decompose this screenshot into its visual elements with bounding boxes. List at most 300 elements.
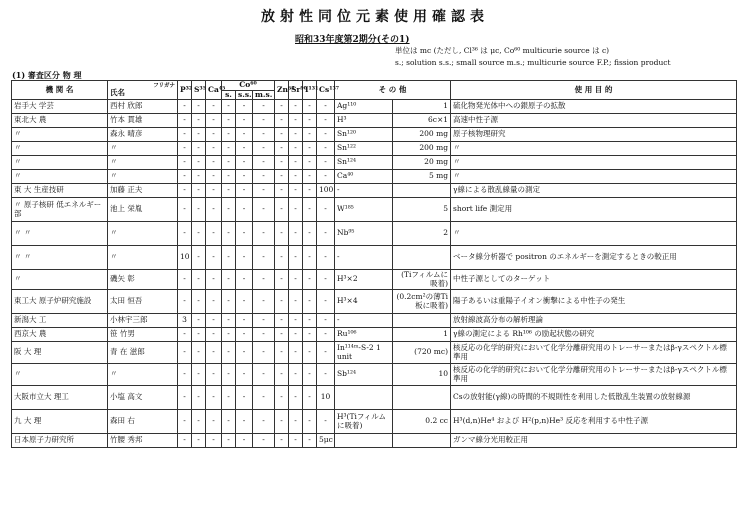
p32-cell: - — [178, 364, 192, 386]
co-s-cell: - — [222, 270, 236, 290]
institution-cell: 〃 — [12, 128, 108, 142]
p32-cell: - — [178, 142, 192, 156]
sr90-cell: - — [289, 246, 303, 270]
name-cell: 西村 欣郎 — [108, 100, 178, 114]
table-row — [12, 328, 737, 342]
header-ca45: Ca⁴⁵ — [206, 81, 222, 100]
ca45-cell: - — [206, 328, 222, 342]
zn65-cell: - — [275, 270, 289, 290]
p32-cell: - — [178, 222, 192, 246]
s35-cell: - — [192, 342, 206, 364]
co-ss-cell: - — [236, 246, 253, 270]
zn65-cell: - — [275, 290, 289, 314]
other-isotope-cell: Ru¹⁰⁶ — [335, 328, 393, 342]
ca45-cell: - — [206, 410, 222, 434]
co-ss-cell: - — [236, 184, 253, 198]
table-body — [12, 100, 737, 448]
purpose-cell: γ線による散乱線量の測定 — [451, 184, 737, 198]
zn65-cell: - — [275, 364, 289, 386]
header-institution: 機 関 名 — [12, 81, 108, 100]
s35-cell: - — [192, 156, 206, 170]
header-p32: P³² — [178, 81, 192, 100]
co-ms-cell: - — [253, 128, 275, 142]
p32-cell: - — [178, 328, 192, 342]
abbreviation-note: s.; solution s.s.; small source m.s.; multicurie source F.P.; fission product — [395, 58, 671, 67]
header-i131: I¹³¹ — [303, 81, 317, 100]
institution-cell: 〃 — [12, 270, 108, 290]
other-amount-cell: 5 mg — [393, 170, 451, 184]
ca45-cell: - — [206, 170, 222, 184]
co-ss-cell: - — [236, 222, 253, 246]
institution-cell: 西京大 農 — [12, 328, 108, 342]
header-co-ss: s.s. — [236, 90, 253, 100]
name-cell: 太田 恒吾 — [108, 290, 178, 314]
other-amount-cell: 5 — [393, 198, 451, 222]
ca45-cell: - — [206, 386, 222, 410]
cs137-cell: 100 — [317, 184, 335, 198]
table-row — [12, 222, 737, 246]
i131-cell: - — [303, 290, 317, 314]
co-ss-cell: - — [236, 142, 253, 156]
other-isotope-cell: - — [335, 184, 393, 198]
institution-cell: 新潟大 工 — [12, 314, 108, 328]
sr90-cell: - — [289, 198, 303, 222]
other-isotope-cell: Ag¹¹⁰ — [335, 100, 393, 114]
sr90-cell: - — [289, 156, 303, 170]
co-ss-cell: - — [236, 156, 253, 170]
header-zn65: Zn⁶⁵ — [275, 81, 289, 100]
institution-cell: 日本原子力研究所 — [12, 434, 108, 448]
table-row — [12, 100, 737, 114]
other-amount-cell — [393, 184, 451, 198]
cs137-cell: - — [317, 314, 335, 328]
header-row-1 — [12, 81, 737, 91]
purpose-cell: 放射線波高分布の解析理論 — [451, 314, 737, 328]
zn65-cell: - — [275, 342, 289, 364]
cs137-cell: - — [317, 364, 335, 386]
name-cell: 磯矢 彰 — [108, 270, 178, 290]
s35-cell: - — [192, 142, 206, 156]
ca45-cell: - — [206, 270, 222, 290]
s35-cell: - — [192, 114, 206, 128]
co-ss-cell: - — [236, 198, 253, 222]
i131-cell: - — [303, 328, 317, 342]
other-amount-cell — [393, 386, 451, 410]
i131-cell: - — [303, 114, 317, 128]
table-row — [12, 198, 737, 222]
co-s-cell: - — [222, 128, 236, 142]
co-s-cell: - — [222, 170, 236, 184]
i131-cell: - — [303, 246, 317, 270]
co-ss-cell: - — [236, 342, 253, 364]
other-amount-cell: (0.2cm²の薄Ti板に吸着) — [393, 290, 451, 314]
i131-cell: - — [303, 314, 317, 328]
header-furigana: フリガナ — [153, 82, 175, 89]
table-row — [12, 410, 737, 434]
purpose-cell: H³(d,n)He⁴ および H²(p,n)He³ 反応を利用する中性子源 — [451, 410, 737, 434]
i131-cell: - — [303, 156, 317, 170]
cs137-cell: - — [317, 142, 335, 156]
other-isotope-cell: Sn¹²⁰ — [335, 128, 393, 142]
zn65-cell: - — [275, 434, 289, 448]
s35-cell: - — [192, 364, 206, 386]
cs137-cell: 5μc — [317, 434, 335, 448]
purpose-cell: Csの放射能(γ線)の時間的不規則性を利用した低散乱生装置の放射線源 — [451, 386, 737, 410]
ca45-cell: - — [206, 198, 222, 222]
i131-cell: - — [303, 184, 317, 198]
co-ss-cell: - — [236, 364, 253, 386]
s35-cell: - — [192, 314, 206, 328]
co-ms-cell: - — [253, 290, 275, 314]
other-amount-cell: 2 — [393, 222, 451, 246]
other-amount-cell: 1 — [393, 328, 451, 342]
s35-cell: - — [192, 410, 206, 434]
p32-cell: - — [178, 128, 192, 142]
name-cell: 〃 — [108, 364, 178, 386]
other-amount-cell: 10 — [393, 364, 451, 386]
co-s-cell: - — [222, 246, 236, 270]
zn65-cell: - — [275, 184, 289, 198]
other-isotope-cell: - — [335, 314, 393, 328]
i131-cell: - — [303, 410, 317, 434]
co-ss-cell: - — [236, 434, 253, 448]
co-ms-cell: - — [253, 342, 275, 364]
zn65-cell: - — [275, 156, 289, 170]
s35-cell: - — [192, 270, 206, 290]
institution-cell: 阪 大 理 — [12, 342, 108, 364]
co-ss-cell: - — [236, 290, 253, 314]
table-row — [12, 156, 737, 170]
cs137-cell: - — [317, 246, 335, 270]
purpose-cell: 陽子あるいは重陽子イオン衝撃による中性子の発生 — [451, 290, 737, 314]
s35-cell: - — [192, 290, 206, 314]
p32-cell: - — [178, 156, 192, 170]
cs137-cell: - — [317, 270, 335, 290]
i131-cell: - — [303, 100, 317, 114]
purpose-cell: 中性子源としてのターゲット — [451, 270, 737, 290]
p32-cell: 3 — [178, 314, 192, 328]
co-ms-cell: - — [253, 198, 275, 222]
institution-cell: 〃 原子核研 低エネルギー部 — [12, 198, 108, 222]
purpose-cell: 〃 — [451, 222, 737, 246]
p32-cell: - — [178, 434, 192, 448]
purpose-cell: 原子核物理研究 — [451, 128, 737, 142]
cs137-cell: - — [317, 198, 335, 222]
zn65-cell: - — [275, 328, 289, 342]
co-ms-cell: - — [253, 386, 275, 410]
other-amount-cell — [393, 434, 451, 448]
s35-cell: - — [192, 246, 206, 270]
p32-cell: - — [178, 342, 192, 364]
ca45-cell: - — [206, 290, 222, 314]
name-cell: 〃 — [108, 222, 178, 246]
header-cs137: Cs¹³⁷ — [317, 81, 335, 100]
co-s-cell: - — [222, 328, 236, 342]
sr90-cell: - — [289, 290, 303, 314]
zn65-cell: - — [275, 314, 289, 328]
period-subtitle: 昭和33年度第2期分(その1) — [295, 35, 410, 45]
other-amount-cell: 200 mg — [393, 128, 451, 142]
s35-cell: - — [192, 198, 206, 222]
table-row — [12, 386, 737, 410]
s35-cell: - — [192, 386, 206, 410]
ca45-cell: - — [206, 342, 222, 364]
other-isotope-cell: H³×2 — [335, 270, 393, 290]
institution-cell: 大阪市立大 理工 — [12, 386, 108, 410]
other-amount-cell — [393, 314, 451, 328]
table-row — [12, 290, 737, 314]
co-ss-cell: - — [236, 328, 253, 342]
s35-cell: - — [192, 184, 206, 198]
p32-cell: - — [178, 290, 192, 314]
name-cell: 森永 晴彦 — [108, 128, 178, 142]
name-cell: 〃 — [108, 170, 178, 184]
zn65-cell: - — [275, 142, 289, 156]
cs137-cell: - — [317, 170, 335, 184]
other-amount-cell — [393, 246, 451, 270]
co-s-cell: - — [222, 314, 236, 328]
i131-cell: - — [303, 142, 317, 156]
header-sr90: Sr⁹⁰ — [289, 81, 303, 100]
s35-cell: - — [192, 128, 206, 142]
co-s-cell: - — [222, 184, 236, 198]
table-row — [12, 434, 737, 448]
table-row — [12, 270, 737, 290]
other-amount-cell: 0.2 cc — [393, 410, 451, 434]
table-row — [12, 364, 737, 386]
p32-cell: - — [178, 114, 192, 128]
header-name: 氏名 — [110, 87, 125, 97]
table-row — [12, 170, 737, 184]
cs137-cell: - — [317, 114, 335, 128]
p32-cell: - — [178, 184, 192, 198]
co-s-cell: - — [222, 364, 236, 386]
i131-cell: - — [303, 198, 317, 222]
sr90-cell: - — [289, 434, 303, 448]
i131-cell: - — [303, 270, 317, 290]
cs137-cell: - — [317, 222, 335, 246]
co-ss-cell: - — [236, 386, 253, 410]
i131-cell: - — [303, 364, 317, 386]
i131-cell: - — [303, 434, 317, 448]
co-ms-cell: - — [253, 246, 275, 270]
other-isotope-cell: Sn¹²² — [335, 142, 393, 156]
sr90-cell: - — [289, 170, 303, 184]
sr90-cell: - — [289, 364, 303, 386]
zn65-cell: - — [275, 198, 289, 222]
table-row — [12, 314, 737, 328]
co-s-cell: - — [222, 142, 236, 156]
purpose-cell: γ線の測定による Rh¹⁰⁶ の励起状態の研究 — [451, 328, 737, 342]
s35-cell: - — [192, 100, 206, 114]
zn65-cell: - — [275, 246, 289, 270]
isotope-table — [11, 80, 737, 448]
sr90-cell: - — [289, 100, 303, 114]
zn65-cell: - — [275, 100, 289, 114]
co-s-cell: - — [222, 386, 236, 410]
co-ss-cell: - — [236, 100, 253, 114]
sr90-cell: - — [289, 222, 303, 246]
purpose-cell: 〃 — [451, 170, 737, 184]
p32-cell: - — [178, 170, 192, 184]
other-amount-cell: 6c×1 — [393, 114, 451, 128]
institution-cell: 〃 — [12, 142, 108, 156]
ca45-cell: - — [206, 364, 222, 386]
s35-cell: - — [192, 434, 206, 448]
section-heading: (1) 審査区分 物 理 — [12, 70, 82, 80]
sr90-cell: - — [289, 328, 303, 342]
other-amount-cell: 200 mg — [393, 142, 451, 156]
cs137-cell: - — [317, 156, 335, 170]
name-cell: 〃 — [108, 156, 178, 170]
other-isotope-cell: H³×4 — [335, 290, 393, 314]
co-s-cell: - — [222, 156, 236, 170]
co-s-cell: - — [222, 434, 236, 448]
i131-cell: - — [303, 222, 317, 246]
other-isotope-cell — [335, 434, 393, 448]
table-row — [12, 128, 737, 142]
co-s-cell: - — [222, 198, 236, 222]
co-s-cell: - — [222, 410, 236, 434]
s35-cell: - — [192, 328, 206, 342]
institution-cell: 岩手大 学芸 — [12, 100, 108, 114]
other-isotope-cell: W¹⁸⁵ — [335, 198, 393, 222]
purpose-cell: 〃 — [451, 156, 737, 170]
ca45-cell: - — [206, 156, 222, 170]
header-other: そ の 他 — [335, 81, 451, 100]
zn65-cell: - — [275, 222, 289, 246]
purpose-cell: 核反応の化学的研究において化学分離研究用のトレーサーまたはβ-γスペクトル標準用 — [451, 364, 737, 386]
co-ms-cell: - — [253, 410, 275, 434]
name-cell: 小林宇三郎 — [108, 314, 178, 328]
co-s-cell: - — [222, 290, 236, 314]
sr90-cell: - — [289, 386, 303, 410]
institution-cell: 〃 — [12, 156, 108, 170]
co-s-cell: - — [222, 342, 236, 364]
purpose-cell: ガンマ線分光用較正用 — [451, 434, 737, 448]
name-cell: 小塩 高文 — [108, 386, 178, 410]
co-s-cell: - — [222, 222, 236, 246]
sr90-cell: - — [289, 142, 303, 156]
purpose-cell: 〃 — [451, 142, 737, 156]
header-co60: Co⁶⁰ — [222, 81, 275, 91]
cs137-cell: - — [317, 128, 335, 142]
co-ms-cell: - — [253, 314, 275, 328]
i131-cell: - — [303, 386, 317, 410]
other-isotope-cell: Sn¹²⁴ — [335, 156, 393, 170]
p32-cell: - — [178, 100, 192, 114]
name-cell: 〃 — [108, 142, 178, 156]
name-cell: 青 在 滋郎 — [108, 342, 178, 364]
institution-cell: 東北大 農 — [12, 114, 108, 128]
header-co-s: s. — [222, 90, 236, 100]
institution-cell: 九 大 理 — [12, 410, 108, 434]
p32-cell: - — [178, 270, 192, 290]
cs137-cell: - — [317, 410, 335, 434]
co-s-cell: - — [222, 114, 236, 128]
sr90-cell: - — [289, 410, 303, 434]
name-cell: 加藤 正夫 — [108, 184, 178, 198]
other-isotope-cell: Ca⁴⁰ — [335, 170, 393, 184]
co-ms-cell: - — [253, 222, 275, 246]
other-isotope-cell: Nb⁹⁵ — [335, 222, 393, 246]
zn65-cell: - — [275, 114, 289, 128]
co-ss-cell: - — [236, 114, 253, 128]
ca45-cell: - — [206, 246, 222, 270]
sr90-cell: - — [289, 270, 303, 290]
name-cell: 池上 栄胤 — [108, 198, 178, 222]
header-s35: S³⁵ — [192, 81, 206, 100]
co-ss-cell: - — [236, 270, 253, 290]
cs137-cell: - — [317, 100, 335, 114]
co-ms-cell: - — [253, 100, 275, 114]
other-isotope-cell — [335, 386, 393, 410]
purpose-cell: ベータ線分析器で positron のエネルギーを測定するときの較正用 — [451, 246, 737, 270]
co-ms-cell: - — [253, 156, 275, 170]
other-amount-cell: 1 — [393, 100, 451, 114]
co-ms-cell: - — [253, 170, 275, 184]
p32-cell: - — [178, 198, 192, 222]
co-ss-cell: - — [236, 128, 253, 142]
institution-cell: 〃 〃 — [12, 222, 108, 246]
co-ms-cell: - — [253, 364, 275, 386]
header-purpose: 使 用 目 的 — [451, 81, 737, 100]
page-title: 放射性同位元素使用確認表 — [261, 9, 489, 25]
co-ms-cell: - — [253, 142, 275, 156]
i131-cell: - — [303, 170, 317, 184]
purpose-cell: 核反応の化学的研究において化学分離研究用のトレーサーまたはβ-γスペクトル標準用 — [451, 342, 737, 364]
table-row — [12, 184, 737, 198]
table-row — [12, 114, 737, 128]
name-cell: 〃 — [108, 246, 178, 270]
cs137-cell: - — [317, 328, 335, 342]
name-cell: 竹本 貫雄 — [108, 114, 178, 128]
name-cell: 竹腰 秀邦 — [108, 434, 178, 448]
institution-cell: 〃 〃 — [12, 246, 108, 270]
sr90-cell: - — [289, 342, 303, 364]
co-ms-cell: - — [253, 184, 275, 198]
zn65-cell: - — [275, 170, 289, 184]
co-ss-cell: - — [236, 410, 253, 434]
header-co-ms: m.s. — [253, 90, 275, 100]
institution-cell: 東 大 生産技研 — [12, 184, 108, 198]
other-amount-cell: (720 mc) — [393, 342, 451, 364]
purpose-cell: 高速中性子源 — [451, 114, 737, 128]
institution-cell: 〃 — [12, 170, 108, 184]
other-isotope-cell: H³ — [335, 114, 393, 128]
other-amount-cell: 20 mg — [393, 156, 451, 170]
institution-cell: 〃 — [12, 364, 108, 386]
zn65-cell: - — [275, 128, 289, 142]
header-name-cell — [108, 81, 178, 100]
sr90-cell: - — [289, 314, 303, 328]
i131-cell: - — [303, 342, 317, 364]
other-amount-cell: (Tiフィルムに吸着) — [393, 270, 451, 290]
name-cell: 笹 竹男 — [108, 328, 178, 342]
ca45-cell: - — [206, 184, 222, 198]
co-ss-cell: - — [236, 314, 253, 328]
i131-cell: - — [303, 128, 317, 142]
cs137-cell: - — [317, 290, 335, 314]
cs137-cell: 10 — [317, 386, 335, 410]
name-cell: 森田 右 — [108, 410, 178, 434]
unit-note: 単位は mc (ただし, Cl³⁶ は μc, Co⁶⁰ multicurie source は c) — [395, 46, 610, 55]
cs137-cell: - — [317, 342, 335, 364]
other-isotope-cell: In¹¹⁴ᵐ-S-2 1 unit — [335, 342, 393, 364]
ca45-cell: - — [206, 314, 222, 328]
co-ms-cell: - — [253, 328, 275, 342]
sr90-cell: - — [289, 128, 303, 142]
